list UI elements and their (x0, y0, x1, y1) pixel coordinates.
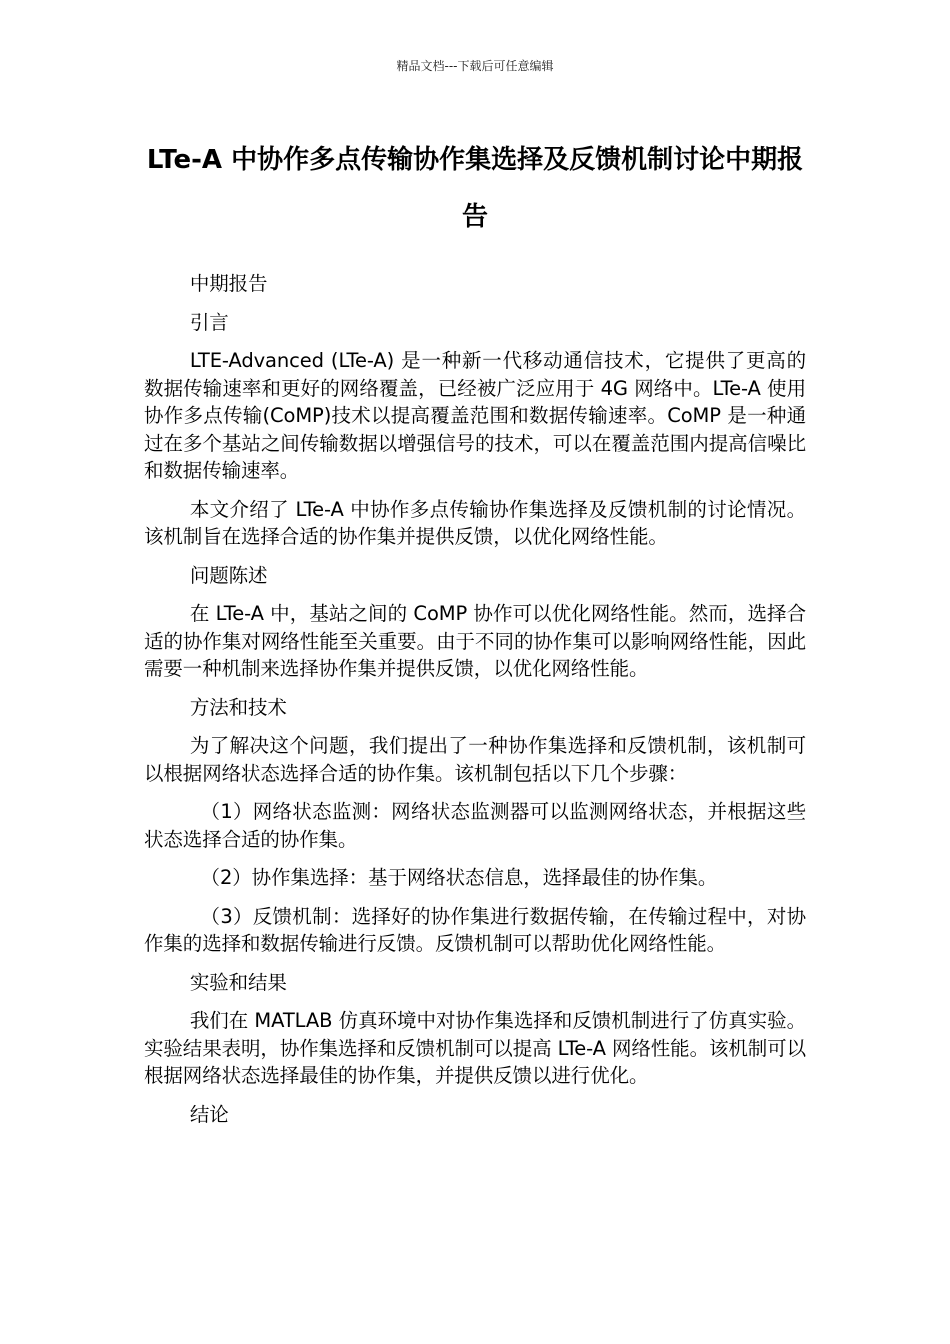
step-feedback: （3）反馈机制：选择好的协作集进行数据传输，在传输过程中，对协作集的选择和数据传输进行反馈。反馈机制可以帮助优化网络性能。 (144, 904, 806, 955)
section-heading-introduction: 引言 (189, 310, 229, 334)
document-title: LTe-A 中协作多点传输协作集选择及反馈机制讨论中期报告 (146, 145, 804, 232)
section-heading-conclusion: 结论 (189, 1102, 229, 1126)
paragraph-experiments: 我们在 MATLAB 仿真环境中对协作集选择和反馈机制进行了仿真实验。实验结果表明，协作集选择和反馈机制可以提高 LTe-A 网络性能。该机制可以根据网络状态选择最佳的协作集，并提供反馈以进行优化。 (144, 1009, 806, 1087)
paragraph-intro-purpose: 本文介绍了 LTe-A 中协作多点传输协作集选择及反馈机制的讨论情况。该机制旨在选择合适的协作集并提供反馈，以优化网络性能。 (144, 497, 806, 548)
section-heading-experiments: 实验和结果 (189, 970, 287, 994)
step-set-selection: （2）协作集选择：基于网络状态信息，选择最佳的协作集。 (200, 866, 718, 889)
page-header: 精品文档---下载后可任意编辑 (396, 59, 554, 73)
paragraph-problem: 在 LTe-A 中，基站之间的 CoMP 协作可以优化网络性能。然而，选择合适的协作集对网络性能至关重要。由于不同的协作集可以影响网络性能，因此需要一种机制来选择协作集并提供反馈，以优化网络性能。 (144, 602, 806, 680)
paragraph-intro-lte-advanced: LTE-Advanced (LTe-A) 是一种新一代移动通信技术，它提供了更高的数据传输速率和更好的网络覆盖，已经被广泛应用于 4G 网络中。LTe-A 使用协作多点传输(CoMP)技术以提高覆盖范围和数据传输速率。CoMP 是一种通过在多个基站之间传输数据以增强信号的技术，可以在覆盖范围内提高信噪比和数据传输速率。 (144, 349, 806, 482)
step-network-monitoring: （1）网络状态监测：网络状态监测器可以监测网络状态，并根据这些状态选择合适的协作集。 (144, 800, 806, 851)
document-body (144, 270, 806, 1139)
section-heading-problem-statement: 问题陈述 (189, 563, 268, 587)
section-heading-interim-report: 中期报告 (189, 272, 268, 295)
section-heading-methods: 方法和技术 (189, 695, 287, 719)
paragraph-methods: 为了解决这个问题，我们提出了一种协作集选择和反馈机制，该机制可以根据网络状态选择合适的协作集。该机制包括以下几个步骤： (144, 734, 806, 785)
